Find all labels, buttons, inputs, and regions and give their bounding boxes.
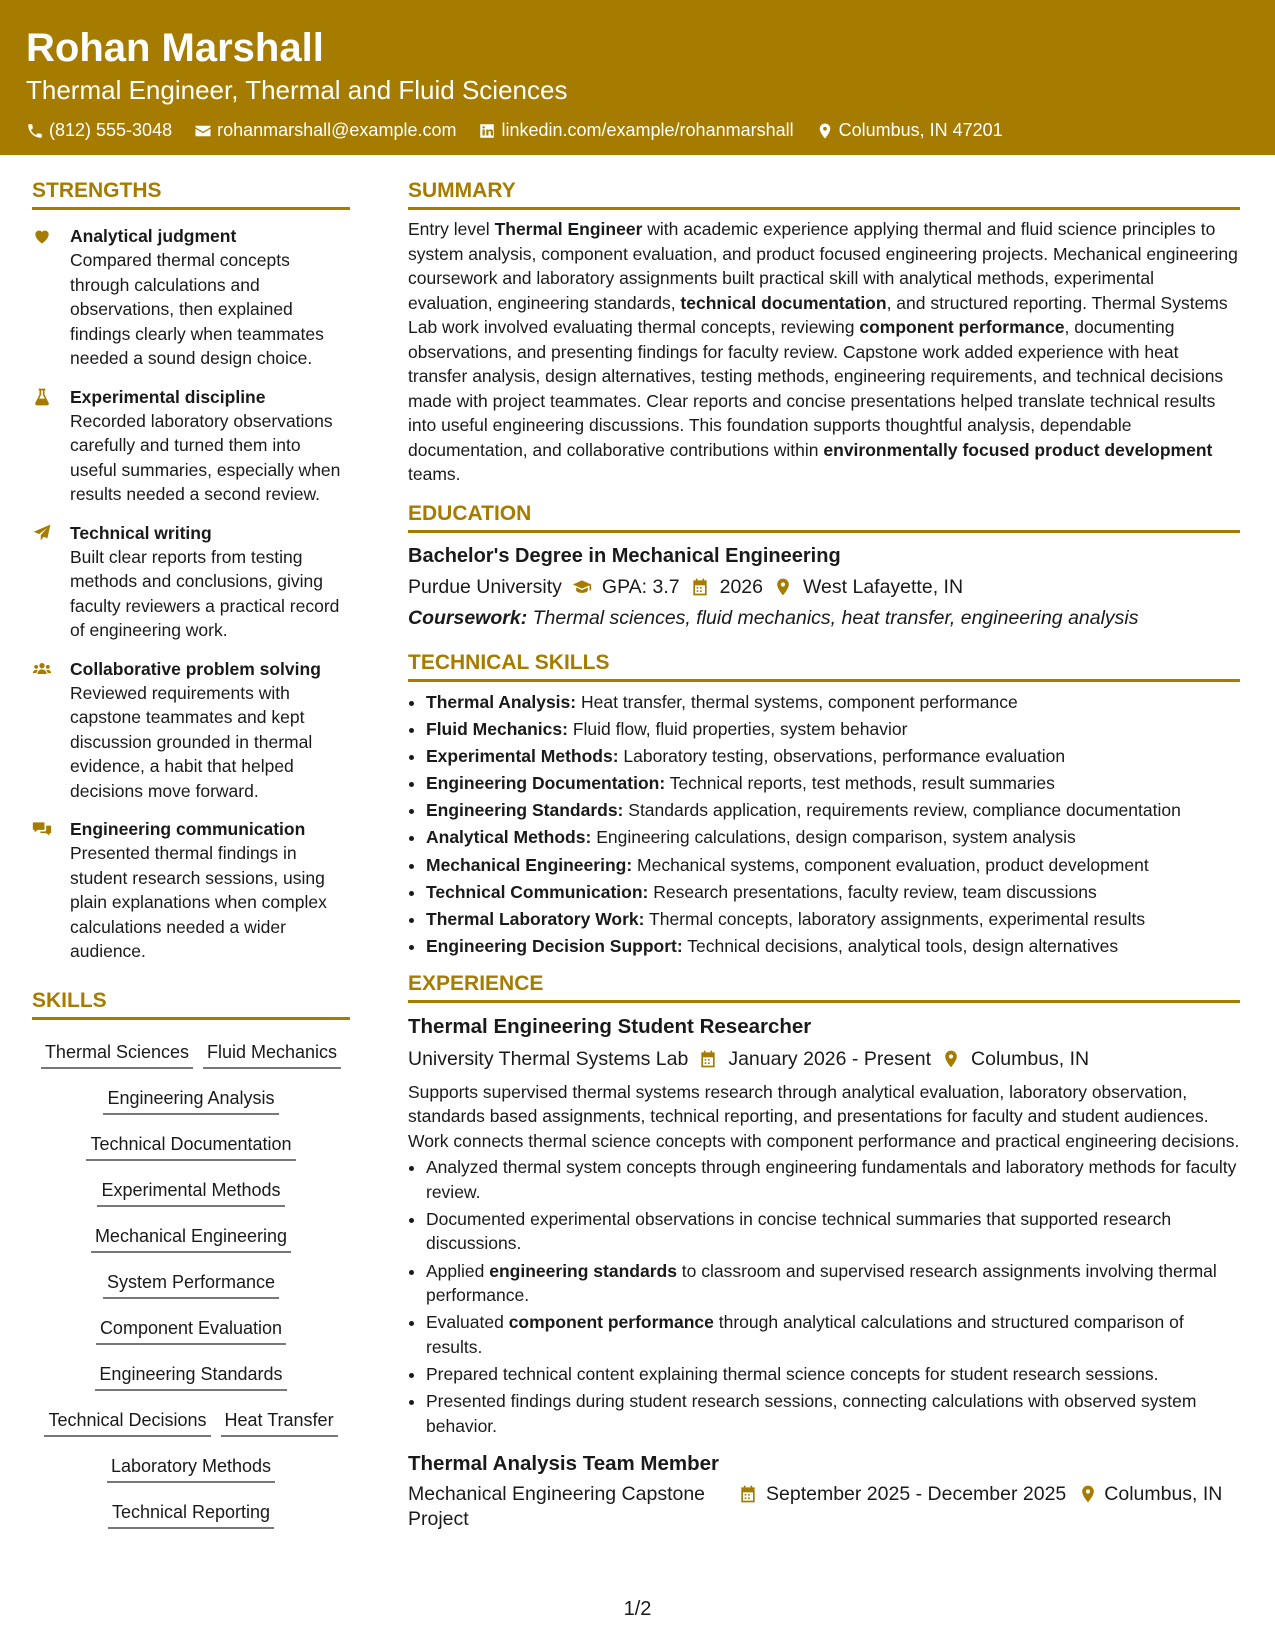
bullet-text: Presented findings during student research sessions, connecting calculations with observed system behavior. bbox=[426, 1391, 1197, 1436]
technical-skills-heading: TECHNICAL SKILLS bbox=[408, 648, 1240, 682]
skill-label: Engineering Standards: bbox=[426, 800, 624, 821]
bullet-text: Analyzed thermal system concepts through engineering fundamentals and laboratory methods for faculty review. bbox=[426, 1157, 1237, 1202]
list-item bbox=[426, 744, 1240, 769]
bullet-text: to classroom and supervised research assignments involving thermal performance. bbox=[426, 1260, 1217, 1306]
map-marker-icon bbox=[1078, 1484, 1098, 1504]
skill-label: Mechanical Engineering: bbox=[426, 854, 633, 875]
job-organization: University Thermal Systems Lab bbox=[408, 1047, 689, 1070]
coursework bbox=[408, 604, 1240, 632]
map-marker-icon bbox=[773, 577, 793, 597]
skill-label: Experimental Methods: bbox=[426, 745, 619, 766]
list-item bbox=[426, 798, 1240, 823]
email-text[interactable]: rohanmarshall@example.com bbox=[217, 120, 457, 140]
skill-value: Engineering calculations, design comparison, system analysis bbox=[596, 827, 1076, 848]
job-dates: September 2025 - December 2025 bbox=[766, 1483, 1067, 1506]
calendar-icon bbox=[690, 577, 710, 597]
resume-header bbox=[0, 0, 1275, 155]
skill-value: Laboratory testing, observations, performance evaluation bbox=[623, 745, 1066, 766]
contact-email[interactable] bbox=[194, 120, 456, 141]
strength-title: Experimental discipline bbox=[70, 386, 266, 407]
job-location: Columbus, IN bbox=[971, 1047, 1090, 1070]
summary-segment: with academic experience applying thermal and fluid science principles to system analysis, component evaluation, and product focused engineering projects. Mechanical engineering coursework and laboratory assignments built practical skill with analytical methods, experimental evaluation, engineering standards, bbox=[408, 219, 1238, 313]
phone-icon bbox=[26, 122, 44, 140]
graduation-cap-icon bbox=[572, 577, 592, 597]
summary-highlight: component performance bbox=[859, 317, 1065, 337]
summary-segment: Entry level bbox=[408, 219, 495, 239]
strength-description: Reviewed requirements with capstone teammates and kept discussion grounded in thermal evidence, a habit that helped decisions move forward. bbox=[70, 682, 313, 801]
skill-label: Engineering Decision Support: bbox=[426, 936, 683, 957]
contact-bar bbox=[26, 120, 1275, 141]
school-name: Purdue University bbox=[408, 575, 562, 598]
job-description: Supports supervised thermal systems research through analytical evaluation, laboratory observation, standards based assignments, technical reporting, and presentations for faculty and student audiences. Work connects thermal science concepts with component performance and practical engineering decisions. bbox=[408, 1081, 1240, 1151]
skill-value: Fluid flow, fluid properties, system behavior bbox=[572, 718, 908, 739]
list-item bbox=[426, 690, 1240, 715]
list-item bbox=[426, 853, 1240, 878]
contact-phone bbox=[26, 120, 172, 141]
strength-description: Compared thermal concepts through calculations and observations, then explained findings clearly when teammates needed a sound design choice. bbox=[70, 250, 324, 368]
summary-heading: SUMMARY bbox=[408, 176, 1240, 210]
list-item bbox=[426, 1155, 1240, 1204]
skill-value: Mechanical systems, component evaluation, product development bbox=[637, 854, 1149, 875]
list-item bbox=[426, 934, 1240, 959]
job-details bbox=[408, 1482, 1240, 1532]
location-text: Columbus, IN 47201 bbox=[838, 120, 1003, 140]
strength-item bbox=[32, 817, 350, 964]
summary-highlight: Thermal Engineer bbox=[494, 219, 643, 239]
bullet-highlight: component performance bbox=[508, 1312, 714, 1333]
technical-skills-list bbox=[408, 690, 1240, 959]
job-dates: January 2026 - Present bbox=[728, 1047, 932, 1070]
skill-label: Engineering Documentation: bbox=[426, 773, 666, 794]
heart-icon bbox=[32, 226, 52, 246]
job-location: Columbus, IN bbox=[1104, 1483, 1223, 1506]
education-details bbox=[408, 573, 1240, 601]
skill-value: Heat transfer, thermal systems, component performance bbox=[580, 691, 1018, 712]
experience-heading: EXPERIENCE bbox=[408, 969, 1240, 1003]
summary-segment: , documenting observations, and presenting findings for faculty review. Capstone work added experience with heat transfer analysis, design alternatives, testing methods, engineering requirements, and technical decisions made with project teammates. Clear reports and concise presentations helped translate technical results into useful engineering discussions. This foundation supports thoughtful analysis, dependable documentation, and collaborative contributions within bbox=[408, 317, 1224, 460]
users-icon bbox=[32, 659, 52, 679]
list-item bbox=[426, 825, 1240, 850]
skills-list bbox=[32, 1040, 350, 1546]
comments-icon bbox=[32, 819, 52, 839]
linkedin-icon bbox=[478, 122, 496, 140]
skill-label: Thermal Laboratory Work: bbox=[426, 909, 645, 929]
skill-value: Technical decisions, analytical tools, design alternatives bbox=[687, 936, 1119, 957]
strength-item bbox=[32, 657, 350, 804]
strength-title: Collaborative problem solving bbox=[70, 658, 321, 679]
skill-value: Technical reports, test methods, result summaries bbox=[669, 773, 1055, 794]
bullet-text: Documented experimental observations in concise technical summaries that supported research discussions. bbox=[426, 1208, 1172, 1254]
list-item bbox=[426, 1389, 1240, 1438]
degree-title: Bachelor's Degree in Mechanical Engineering bbox=[408, 544, 841, 567]
skill-tag: Engineering Standards bbox=[95, 1362, 286, 1391]
skill-label: Analytical Methods: bbox=[426, 827, 592, 848]
skill-tag: Laboratory Methods bbox=[107, 1454, 275, 1483]
bullet-text: Prepared technical content explaining thermal science concepts for student research sessions. bbox=[426, 1363, 1159, 1384]
bullet-text: Evaluated bbox=[426, 1312, 509, 1333]
job-organization: Mechanical Engineering Capstone Project bbox=[408, 1483, 706, 1531]
skill-value: Research presentations, faculty review, team discussions bbox=[653, 881, 1097, 902]
flask-icon bbox=[32, 387, 52, 407]
skill-value: Thermal concepts, laboratory assignments, experimental results bbox=[649, 909, 1146, 929]
strength-title: Technical writing bbox=[70, 522, 212, 543]
list-item bbox=[426, 907, 1240, 932]
envelope-icon bbox=[194, 122, 212, 140]
skill-label: Thermal Analysis: bbox=[426, 691, 577, 712]
left-column bbox=[32, 176, 350, 1546]
skill-tag: Mechanical Engineering bbox=[91, 1224, 291, 1253]
skill-label: Fluid Mechanics: bbox=[426, 718, 568, 739]
skill-tag: Component Evaluation bbox=[96, 1316, 286, 1345]
strength-title: Engineering communication bbox=[70, 819, 306, 839]
skill-tag: Engineering Analysis bbox=[103, 1086, 278, 1115]
right-column bbox=[408, 176, 1240, 1532]
gpa-text: GPA: 3.7 bbox=[601, 575, 680, 598]
list-item bbox=[426, 771, 1240, 796]
skill-tag: Technical Decisions bbox=[44, 1408, 210, 1437]
strength-description: Built clear reports from testing methods and conclusions, giving faculty reviewers a practical record of engineering work. bbox=[70, 546, 340, 640]
strength-description: Recorded laboratory observations carefully and turned them into useful summaries, especially when results needed a second review. bbox=[70, 410, 341, 504]
calendar-icon bbox=[738, 1484, 758, 1504]
summary-segment: , and structured reporting. Thermal Systems Lab work involved evaluating thermal concepts, reviewing bbox=[408, 292, 1228, 337]
paper-plane-icon bbox=[32, 523, 52, 543]
linkedin-text[interactable]: linkedin.com/example/rohanmarshall bbox=[501, 120, 794, 140]
skill-tag: System Performance bbox=[103, 1270, 279, 1299]
bullet-text: Applied bbox=[426, 1260, 490, 1281]
page-number: 1/2 bbox=[623, 1598, 652, 1620]
map-marker-icon bbox=[941, 1049, 961, 1069]
job-details bbox=[408, 1045, 1240, 1073]
strength-item bbox=[32, 385, 350, 507]
candidate-title: Thermal Engineer, Thermal and Fluid Sciences bbox=[26, 75, 568, 105]
coursework-label: Coursework: bbox=[408, 606, 528, 629]
skill-value: Standards application, requirements review, compliance documentation bbox=[628, 800, 1181, 821]
list-item bbox=[426, 880, 1240, 905]
bullet-highlight: engineering standards bbox=[489, 1260, 677, 1281]
list-item bbox=[426, 1207, 1240, 1256]
list-item bbox=[426, 1259, 1240, 1308]
strength-description: Presented thermal findings in student research sessions, using plain explanations when complex calculations needed a wider audience. bbox=[70, 843, 327, 961]
summary-text bbox=[408, 217, 1240, 487]
summary-highlight: environmentally focused product development bbox=[823, 439, 1213, 460]
skill-label: Technical Communication: bbox=[426, 881, 649, 902]
summary-segment: teams. bbox=[408, 464, 461, 484]
job-title: Thermal Engineering Student Researcher bbox=[408, 1014, 812, 1038]
strength-item bbox=[32, 224, 350, 371]
skill-tag: Thermal Sciences bbox=[41, 1040, 193, 1069]
education-heading: EDUCATION bbox=[408, 499, 1240, 533]
calendar-icon bbox=[698, 1049, 718, 1069]
list-item bbox=[426, 717, 1240, 742]
job-title: Thermal Analysis Team Member bbox=[408, 1452, 720, 1476]
list-item bbox=[426, 1362, 1240, 1387]
graduation-year: 2026 bbox=[719, 575, 763, 598]
skill-tag: Heat Transfer bbox=[221, 1408, 338, 1437]
phone-text: (812) 555-3048 bbox=[49, 120, 173, 140]
skills-heading: SKILLS bbox=[32, 986, 350, 1020]
contact-linkedin[interactable] bbox=[478, 120, 793, 141]
strength-title: Analytical judgment bbox=[70, 226, 237, 246]
skill-tag: Fluid Mechanics bbox=[203, 1040, 341, 1069]
summary-highlight: technical documentation bbox=[680, 292, 887, 313]
school-location: West Lafayette, IN bbox=[802, 575, 964, 598]
bullet-text: through analytical calculations and structured comparison of results. bbox=[426, 1312, 1184, 1357]
contact-location bbox=[816, 120, 1003, 141]
skill-tag: Technical Reporting bbox=[108, 1500, 274, 1529]
job-bullets bbox=[408, 1155, 1240, 1438]
map-marker-icon bbox=[816, 122, 834, 140]
coursework-text: Thermal sciences, fluid mechanics, heat transfer, engineering analysis bbox=[532, 606, 1139, 629]
strengths-heading: STRENGTHS bbox=[32, 176, 350, 210]
candidate-name: Rohan Marshall bbox=[26, 26, 324, 70]
skill-tag: Experimental Methods bbox=[97, 1178, 284, 1207]
skill-tag: Technical Documentation bbox=[86, 1132, 295, 1161]
list-item bbox=[426, 1310, 1240, 1359]
strength-item bbox=[32, 521, 350, 643]
